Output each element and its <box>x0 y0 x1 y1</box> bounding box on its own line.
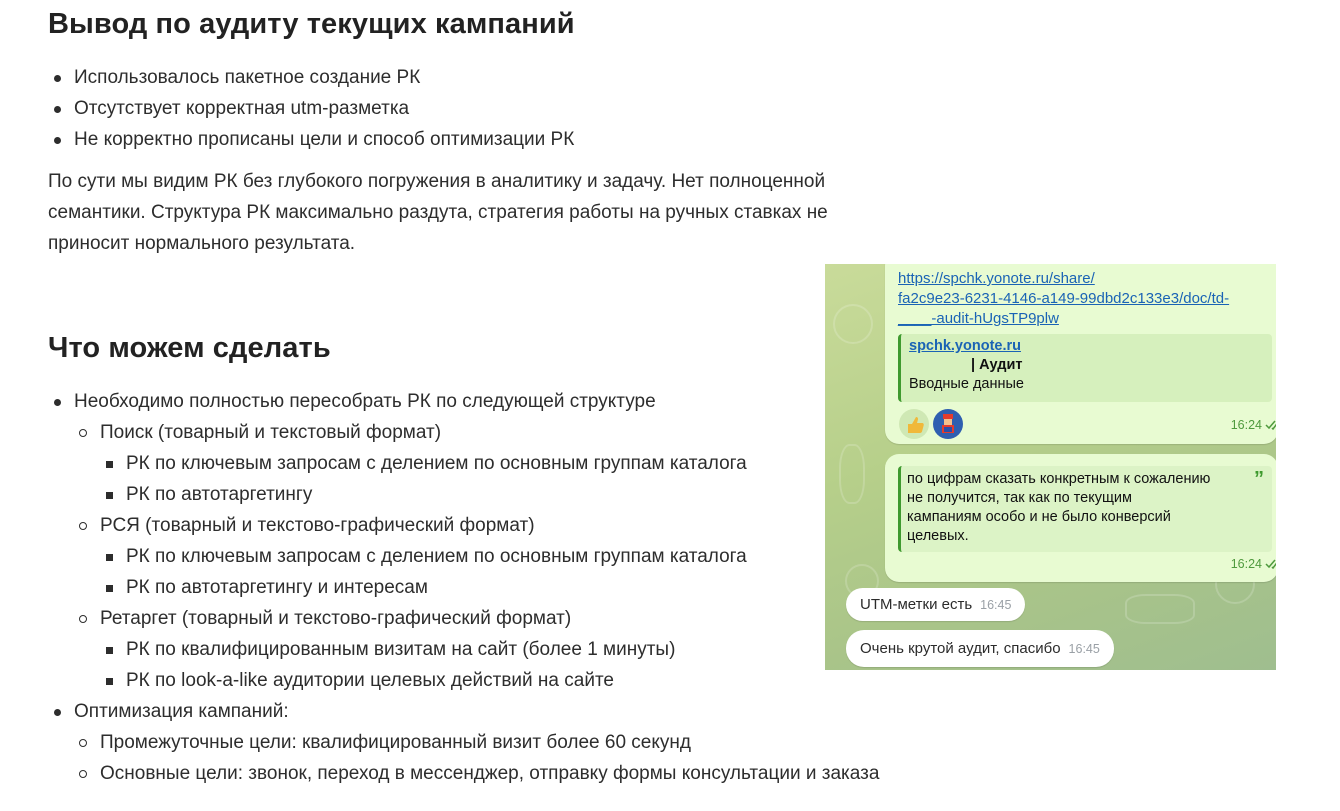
message-text: UTM-метки есть <box>860 596 973 613</box>
preview-description: Вводные данные <box>909 376 1024 392</box>
quote-line: по цифрам сказать конкретным к сожалению <box>907 471 1211 487</box>
heading-audit-conclusion: Вывод по аудиту текущих кампаний <box>48 8 575 40</box>
paragraph-line: По сути мы видим РК без глубокого погружения в аналитику и задачу. Нет полноценной <box>48 171 826 192</box>
sub-sub-bullet-item: РК по автотаргетингу и интересам <box>126 577 428 598</box>
preview-title: | Аудит <box>971 357 1023 373</box>
background-doodle <box>839 444 865 504</box>
avatar-reaction-icon[interactable] <box>933 409 963 439</box>
preview-site[interactable]: spchk.yonote.ru <box>909 338 1021 354</box>
double-check-icon <box>1265 559 1276 569</box>
sub-sub-bullet-item: РК по ключевым запросам с делением по основным группам каталога <box>126 546 747 567</box>
incoming-message <box>846 588 1025 621</box>
shared-link[interactable]: ____-audit-hUgsTP9plw <box>898 310 1059 327</box>
incoming-message <box>846 630 1114 667</box>
background-doodle <box>1125 594 1195 624</box>
bullet-item: Необходимо полностью пересобрать РК по следующей структуре <box>74 391 656 412</box>
background-doodle <box>833 304 873 344</box>
message-time: 16:24 <box>1230 418 1262 432</box>
sub-sub-bullet-item: РК по автотаргетингу <box>126 484 313 505</box>
link-preview[interactable] <box>898 334 1272 402</box>
sub-sub-bullet-item: РК по look-a-like аудитории целевых действий на сайте <box>126 670 614 691</box>
outgoing-message-quote <box>885 454 1276 582</box>
message-time: 16:45 <box>980 598 1012 612</box>
quoted-message <box>898 466 1272 552</box>
sub-sub-bullet-item: РК по ключевым запросам с делением по основным группам каталога <box>126 453 747 474</box>
sub-sub-bullet-item: РК по квалифицированным визитам на сайт (более 1 минуты) <box>126 639 676 660</box>
bullet-item: Оптимизация кампаний: <box>74 701 289 722</box>
quote-line: не получится, так как по текущим <box>907 490 1132 506</box>
sub-bullet-item: Ретаргет (товарный и текстово-графический формат) <box>100 608 572 629</box>
outgoing-message-link <box>885 264 1276 444</box>
paragraph-line: приносит нормального результата. <box>48 233 356 254</box>
chat-screenshot <box>825 264 1276 670</box>
sub-bullet-item: Промежуточные цели: квалифицированный визит более 60 секунд <box>100 732 691 753</box>
sub-bullet-item: Поиск (товарный и текстовый формат) <box>100 422 442 443</box>
message-text: Очень крутой аудит, спасибо <box>860 640 1061 657</box>
quote-line: кампаниям особо и не было конверсий <box>907 509 1171 525</box>
shared-link[interactable]: fa2c9e23-6231-4146-a149-99dbd2c133e3/doc/td- <box>898 290 1230 307</box>
bullet-item: Отсутствует корректная utm-разметка <box>74 98 410 119</box>
shared-link[interactable]: https://spchk.yonote.ru/share/ <box>898 270 1095 287</box>
sub-bullet-item: РСЯ (товарный и текстово-графический формат) <box>100 515 535 536</box>
sub-bullet-item: Основные цели: звонок, переход в мессенджер, отправку формы консультации и заказа <box>100 763 880 784</box>
thumbs-up-reaction-icon[interactable] <box>899 409 929 439</box>
heading-what-we-can-do: Что можем сделать <box>48 332 331 364</box>
double-check-icon <box>1265 420 1276 430</box>
bullet-item: Не корректно прописаны цели и способ оптимизации РК <box>74 129 575 150</box>
quote-line: целевых. <box>907 528 969 544</box>
paragraph-line: семантики. Структура РК максимально раздута, стратегия работы на ручных ставках не <box>48 202 828 223</box>
message-time: 16:24 <box>1230 557 1262 571</box>
message-time: 16:45 <box>1068 642 1100 656</box>
bullet-item: Использовалось пакетное создание РК <box>74 67 421 88</box>
quote-mark-icon: ” <box>1254 468 1264 490</box>
